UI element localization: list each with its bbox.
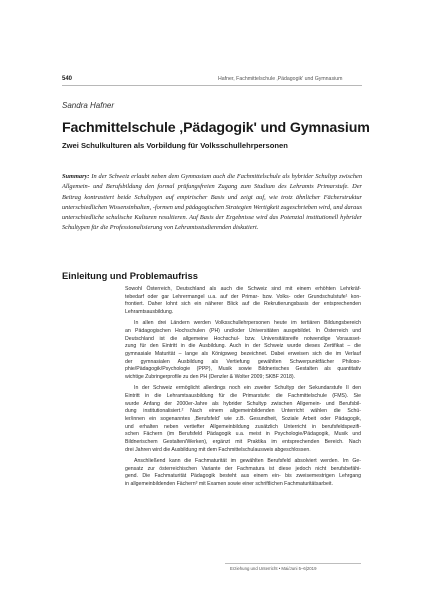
body-paragraph [125, 320, 361, 381]
abstract-label: Summary: [62, 173, 90, 180]
article-title: Fachmittelschule ‚Pädagogik' und Gymnasium [62, 120, 370, 136]
text-line: der gymnasialen Ausbildung als Vertiefung gewählten Schwerpunktfächer Philoso- [125, 358, 361, 365]
text-line: schen Fächern (im Berufsfeld Pädagogik u.a. meist in Psychologie/Pädagogik, Musik und [125, 431, 361, 438]
text-line: gymnasiale Maturität – lange als Königsweg bezeichnet. Dabei erweisen sich die im Verlauf [125, 351, 361, 358]
body-paragraph [125, 385, 361, 454]
text-line: frontiert. Daher lohnt sich ein näherer Blick auf die Rekrutierungsbasis der entsprechenden [125, 301, 361, 308]
header-rule [62, 85, 362, 86]
text-line: an Pädagogischen Hochschulen (PH) und/oder Universitäten ausgebildet. In Österreich und [125, 328, 361, 335]
text-line: In allen drei Ländern werden Volksschullehrpersonen heute im tertiären Bildungsbereich [134, 320, 361, 327]
body-paragraph [125, 458, 361, 489]
text-line: Eintritt in die Lehramtsausbildung für die Primarstufe: die Fachmittelschule (FMS). Sie [125, 393, 361, 400]
running-header: Hafner, Fachmittelschule ‚Pädagogik' und Gymnasium [218, 76, 343, 82]
text-line: zung für den Eintritt in die Ausbildung. Auch in der Schweiz wurde dieses Zertifikat – die [125, 343, 361, 350]
text-line: wichtige Zubringerprofile zu den PH (Denzler & Wolter 2009; SKBF 2018). [125, 373, 296, 380]
text-line: gend. Die Fachmaturität Pädagogik besteht aus einem ein- bis zweisemestrigen Lehrgang [125, 473, 361, 480]
text-line: phie/Pädagogik/Psychologie (PPP), Musik sowie Bildnerisches Gestalten als quantitativ [125, 366, 361, 373]
text-line: dung institutionalisiert.² Nach einem allgemeinbildenden Unterricht wählen die Schü- [125, 408, 361, 415]
footer-rule [225, 563, 361, 564]
text-line: tebedarf oder gar Lehrermangel u.a. auf der Primar- bzw. Volks- oder Grundschulstufe¹ kon- [125, 293, 361, 300]
abstract [62, 172, 362, 234]
text-line: drei Jahren wird die Ausbildung mit dem Fachmittelschulausweis abgeschlossen. [125, 446, 311, 453]
text-line: In der Schweiz ermöglicht allerdings noch ein zweiter Schultyp der Sekundarstufe II den [134, 385, 361, 392]
text-line: Bildnerischem Gestalten/Werken), ergänzt mit Praktika im entsprechenden Bereich. Nach [125, 438, 361, 445]
text-line: Deutschland ist die allgemeine Hochschul- bzw. Universitätsreife notwendige Vorausset- [125, 335, 361, 342]
text-line: Lehramtsausbildung. [125, 308, 174, 315]
text-line: ler/innen ein sogenanntes ‚Berufsfeld' wie z.B. Gesundheit, Soziale Arbeit oder Pädagogik, [125, 416, 361, 423]
article-subtitle: Zwei Schulkulturen als Vorbildung für Volksschullehrpersonen [62, 141, 288, 150]
author-name: Sandra Hafner [62, 101, 115, 110]
text-line: Sowohl Österreich, Deutschland als auch die Schweiz sind mit einem erhöhten Lehrkräf- [125, 286, 361, 292]
page-number: 540 [62, 76, 73, 82]
body-text [125, 286, 361, 493]
text-line: gensatz zur österreichischen Variante der Fachmatura ist diese jedoch nicht berufsbefähi- [125, 465, 361, 472]
text-line: und erhalten neben vertiefter Allgemeinbildung zusätzlich Unterricht in berufsfeldspezifi- [125, 423, 361, 430]
footer-journal: Erziehung und Unterricht • Mai/Juni 5–6|2019 [230, 566, 317, 571]
section-heading: Einleitung und Problemaufriss [62, 270, 198, 281]
body-paragraph [125, 286, 361, 317]
text-line: wurde Anfang der 2000er-Jahre als hybrider Schultyp zwischen Allgemein- und Berufsbil- [125, 400, 361, 407]
text-line: in allgemeinbildenden Fächern³ mit Examen sowie einer schriftlichen Fachmaturitätsarbeit. [125, 481, 333, 488]
abstract-text: In der Schweiz erlaubt neben dem Gymnasium auch die Fachmittelschule als hybrider Schultyp zwischen Allgemein- und Berufsbildung den formal prüfungsfreien Zugang zum Studium des Lehramts Primarstufe. Der Beitrag kontrastiert beide Schultypen auf empirischer Basis und zeigt auf, wie trotz ähnlicher Fächerstruktur unterschiedlichen Wissensinhalten, -formen und pädagogischen Strategien Wertigkeit zugeschrieben wird, und daraus unterschiedliche schulische Kulturen resultieren. Auf Basis der Ergebnisse wird das Potenzial institutionell hybrider Schultypen für die Professionalisierung von Lehramtsstudierenden diskutiert. [62, 173, 362, 232]
text-line: Anschließend kann die Fachmaturität im gewählten Berufsfeld absolviert werden. Im Ge- [134, 458, 361, 465]
